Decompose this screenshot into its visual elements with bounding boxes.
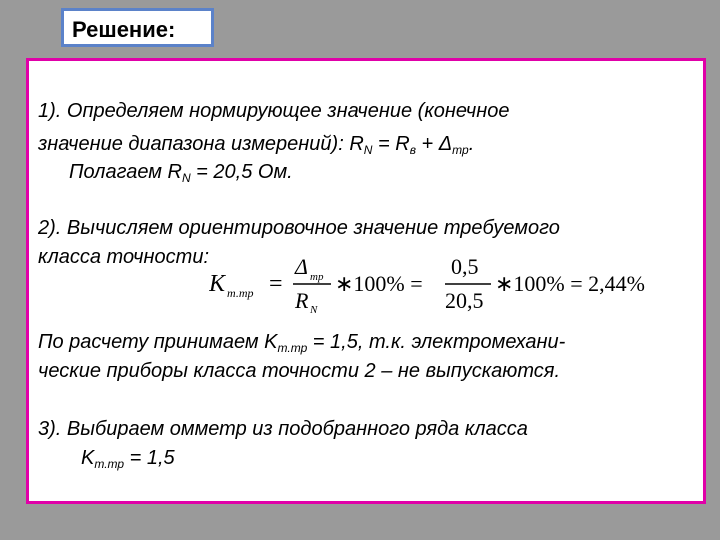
solution-title: [61, 8, 214, 47]
formula-k-sub: т.тр: [227, 286, 254, 300]
conclusion-line2: ческие приборы класса точности 2 – не выпускаются.: [38, 360, 561, 382]
step1-line3: Полагаем $R_N = 20,5$ Ом.: [69, 161, 293, 185]
conclusion-line1: По расчету принимаем $K_{т.тр} = 1,5$, т.к. электромехани-: [38, 331, 566, 355]
formula-delta-sub: тр: [310, 271, 324, 283]
solution-title-text: Решение:: [72, 17, 176, 42]
step1-line1: 1). Определяем нормирующее значение (конечное: [38, 100, 510, 122]
accuracy-formula: [209, 251, 649, 320]
step1-line2: значение диапазона измерений): $R_N = R_в + \Delta_{тр}$.: [38, 133, 475, 157]
formula-r-sub: N: [310, 304, 318, 315]
formula-equals-1: =: [269, 271, 283, 297]
step2-line2: класса точности:: [38, 246, 210, 268]
step3-line2: $K_{т.тр} = 1,5$: [81, 447, 175, 471]
formula-den-value: 20,5: [445, 288, 484, 313]
formula-result: ∗100% = 2,44%: [495, 271, 645, 296]
formula-delta: Δ: [295, 254, 308, 279]
formula-r: R: [295, 288, 309, 313]
formula-num-value: 0,5: [451, 254, 479, 279]
solution-content-box: [26, 58, 706, 504]
step3-line1: 3). Выбираем омметр из подобранного ряда класса: [38, 418, 528, 440]
formula-k: K: [209, 271, 226, 297]
step2-line1: 2). Вычисляем ориентировочное значение требуемого: [38, 217, 560, 239]
formula-times-1: ∗100% =: [335, 271, 423, 296]
accuracy-formula-svg: [209, 251, 649, 315]
